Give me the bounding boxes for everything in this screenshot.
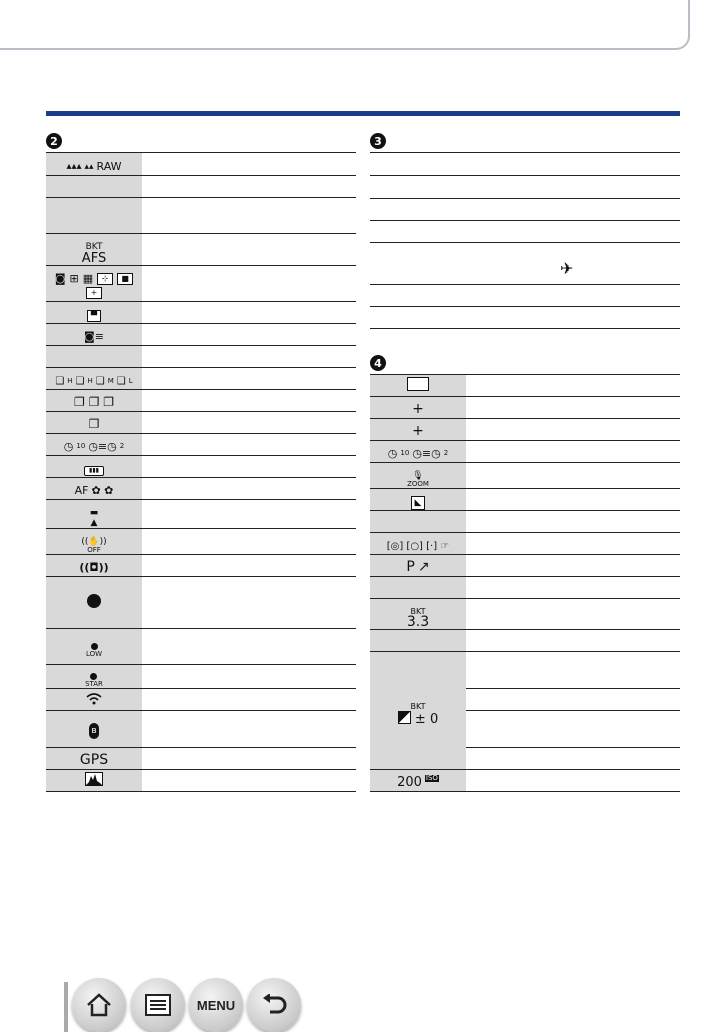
table-row [370, 463, 680, 489]
pull-focus-icon: ▀ [87, 310, 101, 322]
table-row [46, 628, 356, 664]
iso-icon: 200 ISO [397, 774, 438, 790]
table-row [370, 630, 680, 652]
table-row [46, 477, 356, 499]
table-row [46, 433, 356, 455]
af-mode-icons [49, 272, 139, 299]
table-row [370, 652, 680, 689]
table-row [370, 242, 680, 284]
table-row [46, 323, 356, 345]
table-row [46, 769, 356, 791]
table-row [370, 220, 680, 242]
table-row [370, 198, 680, 220]
table-row [370, 153, 680, 175]
table-row [46, 197, 356, 233]
bkt-value-icon: BKT 3.3 [406, 607, 430, 630]
table-row [46, 528, 356, 554]
home-button[interactable] [72, 978, 126, 1032]
exposure-comp-icon: BKT ± 0 [398, 703, 438, 727]
face-detect-icon: ◙ [54, 272, 66, 285]
table-row [46, 576, 356, 628]
pinpoint-icon: + [86, 287, 102, 299]
crosshair-icon: + [412, 401, 424, 417]
table-row [370, 511, 680, 533]
histogram-icon [85, 772, 103, 786]
gps-icon: GPS [79, 751, 109, 768]
menu-label: MENU [196, 997, 236, 1013]
section-3-table [370, 153, 680, 329]
1-area-icon: ■ [117, 273, 133, 285]
post-focus-icon: ❐ [88, 416, 100, 431]
section-number: 2 [46, 133, 62, 149]
zoom-mic-icon: 🎙 ZOOM [407, 471, 429, 488]
table-row [46, 367, 356, 389]
table-row [370, 770, 680, 792]
af-macro-icons: AF ✿ ✿ [74, 483, 114, 497]
table-row [370, 175, 680, 198]
table-row [46, 710, 356, 747]
face-recognition-icon: ◙≡ [84, 329, 104, 343]
table-row [46, 265, 356, 301]
record-dot-icon [87, 594, 101, 608]
section-4-table [370, 375, 680, 792]
record-low-icon: LOW [86, 643, 102, 658]
table-row [370, 489, 680, 511]
table-row [46, 301, 356, 323]
burst-rate-icons: ❑ H ❑ H ❑ M ❑ L [55, 375, 133, 387]
af-area-frame-icon [407, 377, 429, 391]
page-tab-frame [0, 0, 690, 50]
table-row [370, 555, 680, 577]
section-4-header [370, 352, 680, 375]
table-row [370, 599, 680, 630]
wifi-icon [86, 693, 102, 705]
table-row [46, 455, 356, 477]
section-rule [46, 111, 680, 116]
table-row [370, 441, 680, 463]
picture-quality-icon: ▴▴▴ ▴▴ RAW [66, 160, 122, 174]
battery-icon: ▮▮▮ [84, 466, 104, 476]
contents-button[interactable] [131, 978, 185, 1032]
table-row [370, 375, 680, 397]
table-row [370, 284, 680, 306]
table-row [46, 554, 356, 576]
table-row [46, 664, 356, 688]
section-number: 4 [370, 355, 386, 371]
program-shift-icon: P ↗ [406, 559, 430, 575]
record-star-icon: STAR [85, 673, 103, 688]
table-row [46, 233, 356, 265]
table-row [46, 747, 356, 769]
table-row [46, 345, 356, 367]
49-area-icon: ▦ [82, 272, 94, 285]
list-icon [145, 994, 171, 1016]
table-row [370, 397, 680, 419]
section-4 [370, 352, 680, 792]
self-timer-icons: ◷ 10 ◷≡◷ 2 [387, 447, 449, 460]
spot-metering-target-icon: + [412, 423, 424, 439]
back-button[interactable] [247, 978, 301, 1032]
custom-multi-icon: ⊹ [97, 273, 113, 285]
stabilizer-off-icon: ((✋)) OFF [81, 536, 107, 554]
airplane-icon: ✈ [560, 258, 574, 278]
ev-icon [398, 711, 411, 724]
back-arrow-icon [261, 994, 287, 1016]
table-row [46, 175, 356, 197]
table-row [370, 533, 680, 555]
tracking-icon: ⊞ [69, 272, 79, 285]
silent-mode-icon: ◣ [411, 496, 425, 510]
bkt-afs-icon: BKT AFS [81, 241, 107, 266]
metering-mode-icons: [◎] [○] [·] ☞ [386, 541, 450, 552]
stabilizer-icon: ((◘)) [79, 560, 109, 574]
bluetooth-icon: ʙ [89, 723, 99, 739]
table-row [46, 411, 356, 433]
table-row [46, 153, 356, 175]
table-row [46, 688, 356, 710]
leveling-icon: ▬ ▲ [89, 507, 99, 528]
table-row [370, 306, 680, 328]
table-row [370, 577, 680, 599]
table-row [46, 389, 356, 411]
section-2-table [46, 153, 356, 792]
table-row [370, 419, 680, 441]
section-3-header [370, 130, 680, 153]
menu-button[interactable] [189, 978, 243, 1032]
section-3 [370, 130, 680, 329]
section-2-header [46, 130, 356, 153]
section-2 [46, 130, 356, 792]
table-row [46, 499, 356, 528]
section-number: 3 [370, 133, 386, 149]
4k-photo-icons: ❐ ❐ ❐ [74, 394, 114, 409]
home-icon [86, 993, 112, 1017]
nav-divider [64, 982, 68, 1032]
self-timer-icons: ◷ 10 ◷≡◷ 2 [63, 439, 125, 453]
